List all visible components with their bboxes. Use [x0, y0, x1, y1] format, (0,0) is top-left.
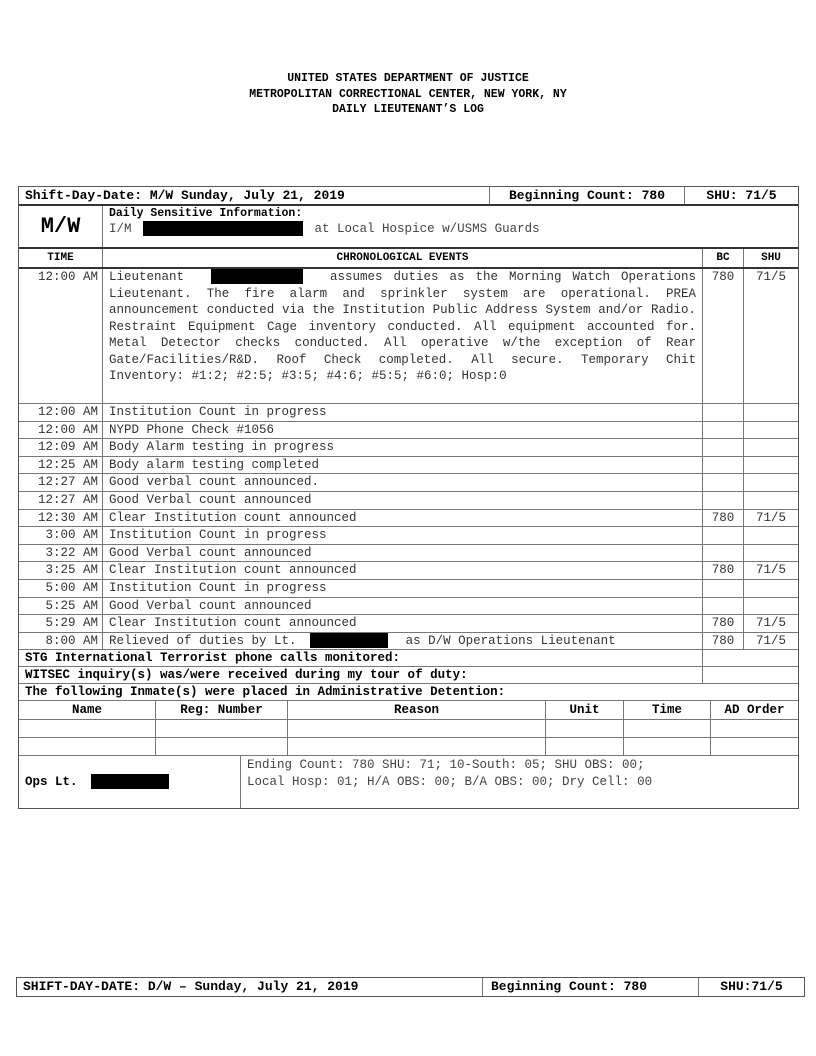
ops-lt-label: Ops Lt. [25, 775, 78, 790]
shift-day-date: Shift-Day-Date: M/W Sunday, July 21, 2019 [19, 187, 490, 204]
event-text-after: as D/W Operations Lieutenant [405, 633, 616, 648]
sensitive-info-row [19, 206, 798, 249]
event-time: 12:30 AM [19, 510, 103, 527]
event-row-first [19, 269, 798, 404]
shu-count: SHU: 71/5 [706, 188, 777, 203]
event-time: 8:00 AM [19, 633, 103, 650]
event-row-last [19, 633, 798, 651]
event-list [19, 404, 798, 633]
ad-col-1: Reg: Number [156, 701, 288, 719]
event-row [19, 404, 798, 422]
event-text: Clear Institution count announced [103, 562, 703, 579]
event-shu [744, 580, 798, 597]
ops-lt-signature [19, 756, 241, 808]
ad-col-4: Time [624, 701, 711, 719]
sensitive-info-text [109, 220, 798, 238]
event-shu [744, 474, 798, 491]
event-shu: 71/5 [755, 510, 786, 525]
event-bc: 780 [703, 633, 744, 650]
event-shu [744, 492, 798, 509]
event-shu [744, 527, 798, 544]
ad-cell [624, 738, 711, 755]
redaction-bar [310, 633, 388, 648]
ad-intro-row [19, 684, 798, 701]
event-bc: 780 [703, 562, 744, 579]
document-header [0, 71, 816, 118]
event-text: Clear Institution count announced [103, 510, 703, 527]
next-shu-count: SHU:71/5 [720, 979, 783, 994]
next-shift-day-date: SHIFT-DAY-DATE: D/W – Sunday, July 21, 2019 [17, 978, 483, 996]
ad-row [19, 720, 798, 738]
event-text: Clear Institution count announced [103, 615, 703, 632]
event-text: Institution Count in progress [103, 404, 703, 421]
event-shu [744, 404, 798, 421]
event-row [19, 457, 798, 475]
event-text: NYPD Phone Check #1056 [103, 422, 703, 439]
ad-cell [711, 720, 798, 737]
event-time: 5:00 AM [19, 580, 103, 597]
event-text: Good verbal count announced. [103, 474, 703, 491]
event-text: Good Verbal count announced [103, 545, 703, 562]
event-text: Body Alarm testing in progress [103, 439, 703, 456]
header-log-title: DAILY LIEUTENANT’S LOG [332, 103, 484, 116]
event-bc [703, 404, 744, 421]
ending-count-line2: Local Hosp: 01; H/A OBS: 00; B/A OBS: 00; Dry Cell: 00 [247, 775, 653, 790]
event-shu: 71/5 [755, 616, 786, 631]
event-bc [703, 474, 744, 491]
event-text: Body alarm testing completed [103, 457, 703, 474]
event-time: 3:00 AM [19, 527, 103, 544]
event-text [103, 633, 703, 650]
event-shu [744, 545, 798, 562]
sensitive-info [103, 206, 798, 247]
event-bc [703, 422, 744, 439]
ad-cell [624, 720, 711, 737]
event-text: Institution Count in progress [103, 527, 703, 544]
shift-info-bar [19, 187, 798, 206]
stg-note: STG International Terrorist phone calls monitored: [19, 650, 703, 666]
event-shu: 71/5 [755, 633, 786, 648]
ad-col-3: Unit [546, 701, 624, 719]
event-bc [703, 492, 744, 509]
event-text-after: assumes duties as the Morning Watch Operations Lieutenant. The fire alarm and sprinkler system are operational. PREA announcement conducted via the Institution Public Address System and/or Radio. Restraint Equipment Cage inventory conducted. All equipment accounted for. Metal Detector checks conducted. All operative w/the exception of Rear Gate/Facilities/R&D. Roof Check completed. All secure. Temporary Chit Inventory: #1:2; #2:5; #3:5; #4:6; #5:5; #6:0; Hosp:0 [109, 270, 696, 383]
ending-count [241, 756, 798, 808]
event-shu [744, 457, 798, 474]
sensitive-info-label: Daily Sensitive Information: [109, 207, 303, 220]
witsec-note: WITSEC inquiry(s) was/were received during my tour of duty: [19, 667, 703, 683]
event-bc: 780 [703, 510, 744, 527]
event-row [19, 527, 798, 545]
ad-intro-note: The following Inmate(s) were placed in Administrative Detention: [25, 685, 506, 700]
event-time: 12:27 AM [19, 492, 103, 509]
event-time: 12:27 AM [19, 474, 103, 491]
ad-table [19, 701, 798, 756]
ad-col-5: AD Order [724, 703, 785, 718]
event-row [19, 545, 798, 563]
event-bc: 780 [703, 615, 744, 632]
header-agency: UNITED STATES DEPARTMENT OF JUSTICE [287, 72, 529, 85]
header-facility: METROPOLITAN CORRECTIONAL CENTER, NEW YORK, NY [249, 87, 567, 101]
event-time: 5:25 AM [19, 598, 103, 615]
witsec-row [19, 667, 798, 684]
event-bc [703, 598, 744, 615]
event-row [19, 422, 798, 440]
event-time: 12:00 AM [19, 269, 103, 403]
event-shu [744, 598, 798, 615]
event-shu: 71/5 [755, 563, 786, 578]
witsec-value [703, 667, 798, 683]
event-bc [703, 580, 744, 597]
redaction-bar [143, 221, 303, 236]
event-row [19, 474, 798, 492]
ad-cell [288, 720, 546, 737]
ad-cell [546, 720, 624, 737]
event-time: 3:25 AM [19, 562, 103, 579]
sensitive-prefix: I/M [109, 222, 132, 236]
col-events: CHRONOLOGICAL EVENTS [103, 249, 703, 267]
ad-cell [19, 720, 156, 737]
redaction-bar [211, 269, 303, 284]
event-shu: 71/5 [755, 270, 786, 284]
event-time: 12:09 AM [19, 439, 103, 456]
event-row [19, 580, 798, 598]
ad-cell [711, 738, 798, 755]
event-row [19, 439, 798, 457]
shift-code: M/W [19, 206, 103, 247]
event-time: 12:00 AM [19, 404, 103, 421]
ad-cell [288, 738, 546, 755]
sensitive-suffix: at Local Hospice w/USMS Guards [314, 222, 540, 236]
event-bc [703, 457, 744, 474]
stg-value [703, 650, 798, 666]
stg-row [19, 650, 798, 667]
next-shift-bar [16, 977, 805, 997]
column-header-row [19, 249, 798, 269]
col-time: TIME [19, 249, 103, 267]
beginning-count: Beginning Count: 780 [490, 187, 685, 204]
event-bc [703, 439, 744, 456]
ad-row [19, 738, 798, 756]
ad-col-0: Name [19, 701, 156, 719]
event-row [19, 562, 798, 580]
event-row [19, 615, 798, 633]
event-text: Good Verbal count announced [103, 492, 703, 509]
ad-cell [546, 738, 624, 755]
ad-cell [19, 738, 156, 755]
ending-count-line1: Ending Count: 780 SHU: 71; 10-South: 05; SHU OBS: 00; [247, 758, 645, 773]
event-time: 12:00 AM [19, 422, 103, 439]
event-time: 3:22 AM [19, 545, 103, 562]
col-shu: SHU [761, 252, 781, 264]
event-bc [703, 545, 744, 562]
event-shu [744, 439, 798, 456]
event-text: Institution Count in progress [103, 580, 703, 597]
event-row [19, 492, 798, 510]
next-beginning-count: Beginning Count: 780 [483, 978, 699, 996]
event-lead: Lieutenant [109, 270, 185, 284]
col-bc: BC [703, 249, 744, 267]
ad-col-2: Reason [288, 701, 546, 719]
event-shu [744, 422, 798, 439]
event-text [103, 269, 703, 403]
redaction-bar [91, 774, 169, 789]
event-time: 5:29 AM [19, 615, 103, 632]
ad-cell [156, 738, 288, 755]
ad-cell [156, 720, 288, 737]
ad-header-row [19, 701, 798, 720]
event-lead: Relieved of duties by Lt. [109, 633, 297, 648]
event-time: 12:25 AM [19, 457, 103, 474]
log-table [18, 186, 799, 809]
event-bc: 780 [703, 269, 744, 403]
event-row [19, 510, 798, 528]
event-text: Good Verbal count announced [103, 598, 703, 615]
event-bc [703, 527, 744, 544]
signoff-row [19, 756, 798, 808]
event-row [19, 598, 798, 616]
